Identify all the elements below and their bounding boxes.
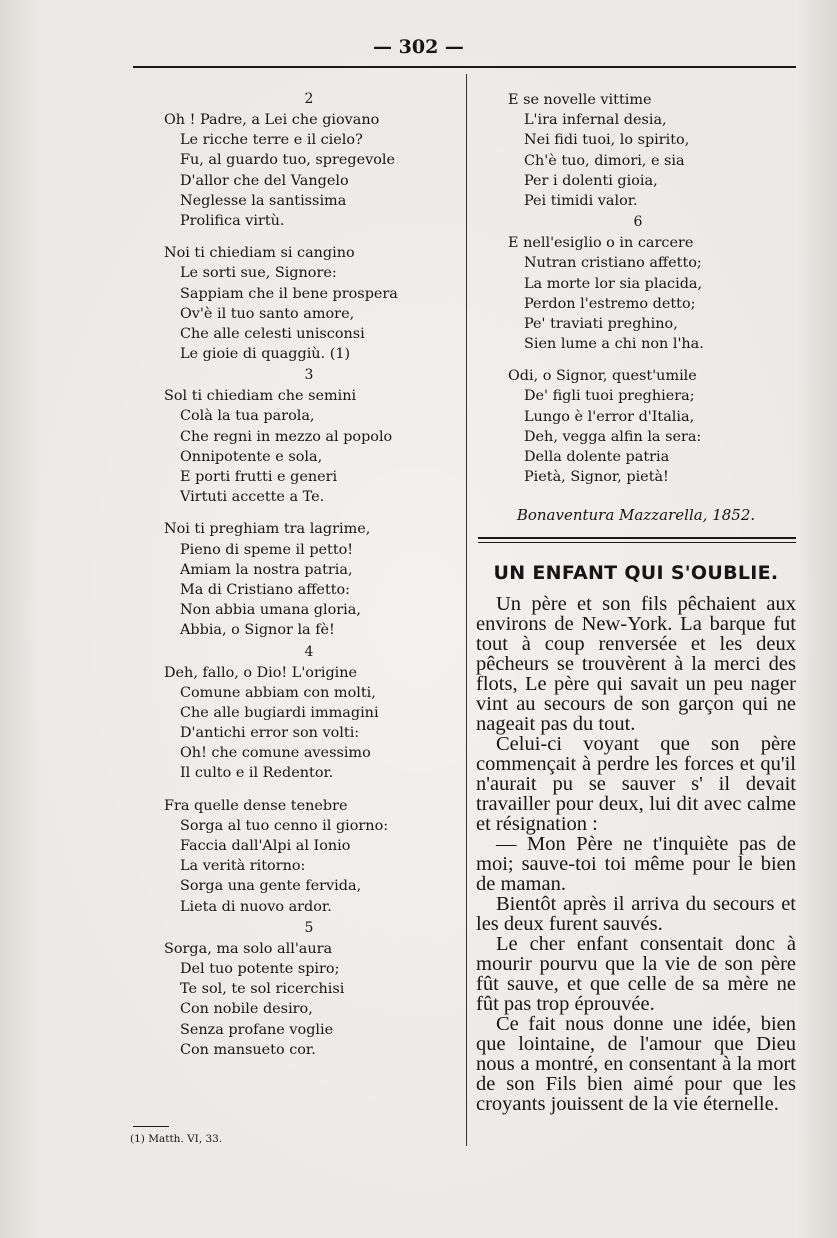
poem-line: Odi, o Signor, quest'umile [508, 368, 697, 385]
poem-line: Ov'è il tuo santo amore, [180, 305, 355, 322]
poem-line: Non abbia umana gloria, [180, 602, 361, 619]
poem-line: Ma di Cristiano affetto: [180, 581, 351, 598]
poem-line: Perdon l'estremo detto; [524, 295, 696, 312]
poem-line: Della dolente patria [524, 449, 670, 465]
poem-line: Colà la tua parola, [180, 408, 315, 425]
poem-line: Sorga una gente fervida, [180, 878, 362, 895]
poem-line: Onnipotente e sola, [180, 448, 323, 465]
poem-line: Sorga al tuo cenno il giorno: [180, 817, 389, 834]
poem-line: La morte lor sia placida, [524, 275, 703, 292]
article-paragraph: Celui-ci voyant que son père commençait à perdre les forces et qu'il n'aurait pu se sauver s' il devait travailler pour deux, lui dit avec calme et résignation : [476, 733, 796, 835]
poem-line: Lieta di nuovo ardor. [180, 898, 332, 915]
section-double-rule-bottom [478, 542, 796, 543]
stanza-number: 3 [304, 367, 314, 384]
poem-line: E nell'esiglio o in carcere [508, 235, 694, 252]
poem-line: Virtuti accette a Te. [180, 489, 325, 506]
poem-line: Abbia, o Signor la fè! [180, 622, 335, 639]
poem-line: Del tuo potente spiro; [180, 960, 340, 977]
article-paragraph: — Mon Père ne t'inquiète pas de moi; sauve-toi toi même pour le bien de maman. [476, 833, 796, 895]
stanza-number: 2 [304, 91, 314, 107]
section-double-rule-top [478, 537, 796, 539]
poem-line: La verità ritorno: [180, 858, 306, 875]
footnote: (1) Matth. VI, 33. [130, 1133, 223, 1145]
article-title: UN ENFANT QUI S'OUBLIE. [493, 562, 779, 584]
poem-line: Sorga, ma solo all'aura [164, 940, 333, 957]
poem-line: Per i dolenti gioia, [524, 172, 658, 189]
poem-line: Neglesse la santissima [180, 192, 347, 209]
poem-line: Che regni in mezzo al popolo [180, 428, 393, 445]
poem-line: Lungo è l'error d'Italia, [524, 408, 695, 425]
poem-line: D'allor che del Vangelo [180, 172, 349, 189]
poem-line: Il culto e il Redentor. [180, 765, 334, 782]
footnote-rule [133, 1126, 169, 1127]
column-divider [466, 74, 467, 1146]
article-paragraph: Le cher enfant consentait donc à mourir pourvu que la vie de son père fût sauve, et que celle de sa mère ne fût pas trop éprouvée. [476, 933, 796, 1015]
poem-line: De' figli tuoi preghiera; [524, 388, 695, 405]
poem-line: Pe' traviati preghino, [524, 315, 678, 332]
poem-line: Ch'è tuo, dimori, e sia [524, 152, 685, 169]
poem-line: Senza profane voglie [180, 1021, 334, 1038]
poem-line: Pietà, Signor, pietà! [524, 469, 669, 486]
poem-line: Noi ti preghiam tra lagrime, [164, 521, 371, 538]
stanza-number: 4 [304, 643, 314, 660]
poem-line: Prolifica virtù. [180, 212, 285, 229]
poem-line: Nei fidi tuoi, lo spirito, [524, 132, 690, 149]
poem-line: Fra quelle dense tenebre [164, 797, 348, 814]
poem-line: D'antichi error son volti: [180, 725, 360, 742]
article-paragraph: Bientôt après il arriva du secours et les deux furent sauvés. [476, 893, 796, 935]
poem-line: Noi ti chiediam si cangino [164, 245, 355, 262]
poem-line: Fu, al guardo tuo, spregevole [180, 152, 396, 169]
poem-line: Te sol, te sol ricerchisi [180, 981, 345, 998]
poem-left-column [164, 88, 454, 1060]
poem-line: Nutran cristiano affetto; [524, 255, 702, 272]
stanza-number: 6 [633, 214, 643, 231]
poem-line: Oh! che comune avessimo [180, 745, 371, 762]
poem-line: Che alle bugiardi immagini [180, 704, 379, 721]
poem-line: L'ira infernal desia, [524, 112, 667, 129]
poem-line: Sappiam che il bene prospera [180, 285, 398, 302]
poem-line: E porti frutti e generi [180, 469, 338, 485]
poem-line: Faccia dall'Alpi al Ionio [180, 838, 351, 854]
poem-line: Deh, fallo, o Dio! L'origine [164, 664, 358, 681]
poem-line: Amiam la nostra patria, [180, 561, 353, 578]
header-rule [133, 66, 796, 68]
page-number: — 302 — [373, 36, 464, 58]
poem-line: Con mansueto cor. [180, 1041, 316, 1058]
poem-line: Le ricche terre e il cielo? [180, 132, 363, 149]
poem-signature-block [476, 500, 796, 524]
article-paragraph: Ce fait nous donne une idée, bien que lointaine, de l'amour que Dieu nous a montré, en consentant à la mort de son Fils bien aimé pour que les croyants jouissent de la vie éternelle. [476, 1013, 796, 1115]
poem-signature: Bonaventura Mazzarella, 1852. [516, 506, 756, 524]
poem-line: Pieno di speme il petto! [180, 541, 354, 558]
poem-line: Che alle celesti unisconsi [180, 325, 365, 342]
poem-line: Comune abbiam con molti, [180, 684, 376, 701]
article-body [476, 594, 796, 1114]
article-column [476, 562, 796, 1114]
poem-line: Con nobile desiro, [180, 1001, 313, 1018]
poem-line: Le gioie di quaggiù. (1) [180, 346, 351, 363]
poem-line: Le sorti sue, Signore: [180, 265, 337, 282]
poem-line: E se novelle vittime [508, 92, 652, 108]
poem-line: Oh ! Padre, a Lei che giovano [164, 112, 380, 128]
poem-right-column [508, 90, 768, 487]
stanza-number: 5 [304, 919, 314, 936]
poem-line: Sol ti chiediam che semini [164, 388, 357, 405]
poem-line: Pei timidi valor. [524, 192, 638, 209]
poem-line: Sien lume a chi non l'ha. [524, 336, 704, 353]
article-paragraph: Un père et son fils pêchaient aux environs de New-York. La barque fut tout à coup renversée et les deux pêcheurs se trouvèrent à la merci des flots, Le père qui savait un peu nager vint au secours de son garçon qui ne nageait pas du tout. [476, 593, 796, 735]
poem-line: Deh, vegga alfin la sera: [524, 428, 702, 445]
